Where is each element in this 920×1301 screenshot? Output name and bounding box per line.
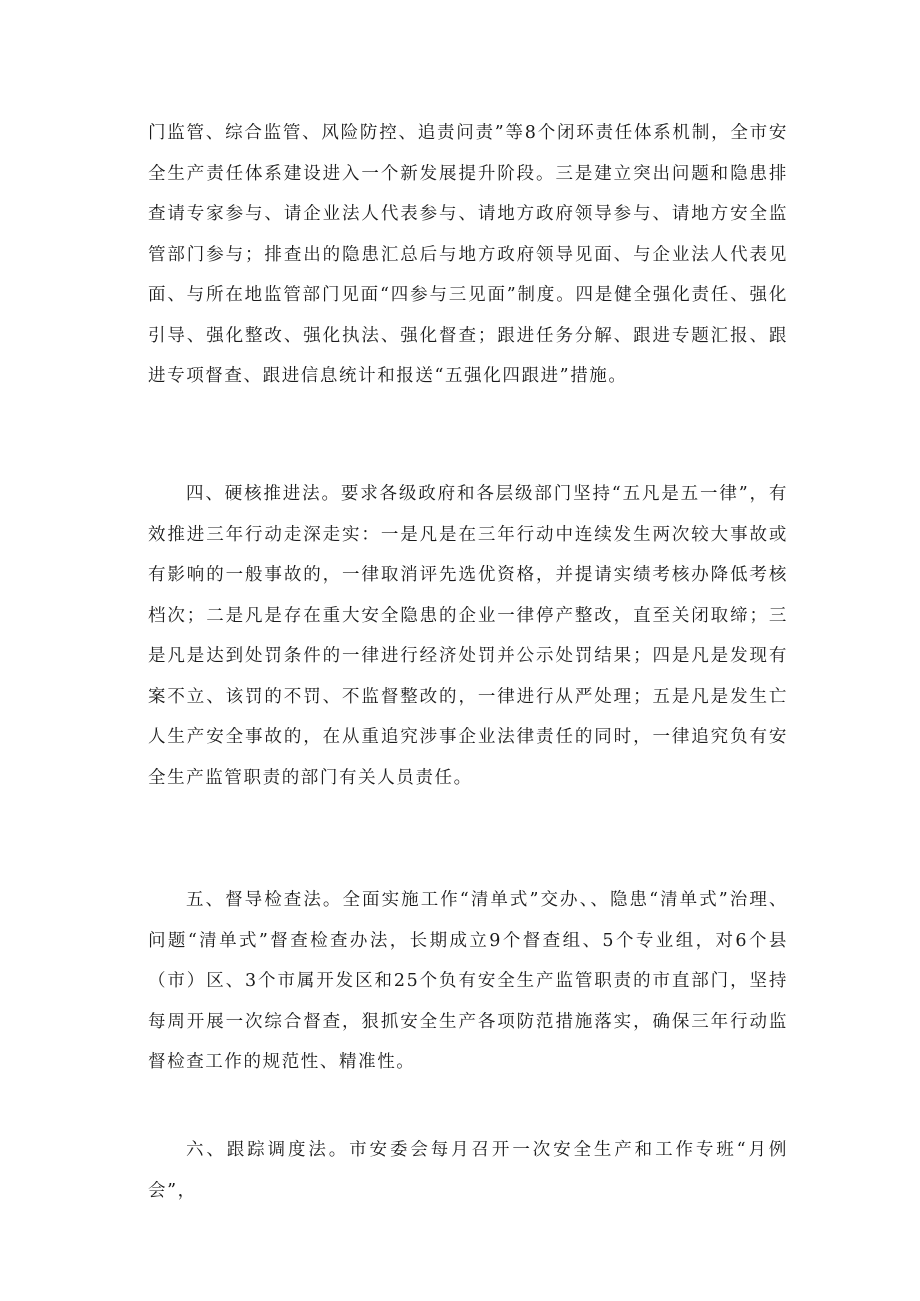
paragraph-section-5: 五、督导检查法。全面实施工作“清单式”交办、、隐患“清单式”治理、问题“清单式”督查检查办法，长期成立9个督查组、5个专业组，对6个县（市）区、3个市属开发区和25个负有安全生产监管职责的市直部门，坚持每周开展一次综合督查，狠抓安全生产各项防范措施落实，确保三年行动监督检查工作的规范性、精准性。 <box>148 890 788 1072</box>
paragraph-section-4: 四、硬核推进法。要求各级政府和各层级部门坚持“五凡是五一律”，有效推进三年行动走深走实：一是凡是在三年行动中连续发生两次较大事故或有影响的一般事故的，一律取消评先选优资格，并提请实绩考核办降低考核档次；二是凡是存在重大安全隐患的企业一律停产整改，直至关闭取缔；三是凡是达到处罚条件的一律进行经济处罚并公示处罚结果；四是凡是发现有案不立、该罚的不罚、不监督整改的，一律进行从严处理；五是凡是发生亡人生产安全事故的，在从重追究涉事企业法律责任的同时，一律追究负有安全生产监管职责的部门有关人员责任。 <box>148 484 788 788</box>
paragraph-section-6: 六、跟踪调度法。市安委会每月召开一次安全生产和工作专班“月例会”， <box>148 1140 788 1201</box>
paragraph-continuation: 门监管、综合监管、风险防控、追责问责”等8个闭环责任体系机制，全市安全生产责任体系建设进入一个新发展提升阶段。三是建立突出问题和隐患排查请专家参与、请企业法人代表参与、请地方政府领导参与、请地方安全监管部门参与；排查出的隐患汇总后与地方政府领导见面、与企业法人代表见面、与所在地监管部门见面“四参与三见面”制度。四是健全强化责任、强化引导、强化整改、强化执法、强化督查；跟进任务分解、跟进专题汇报、跟进专项督查、跟进信息统计和报送“五强化四跟进”措施。 <box>148 123 788 386</box>
